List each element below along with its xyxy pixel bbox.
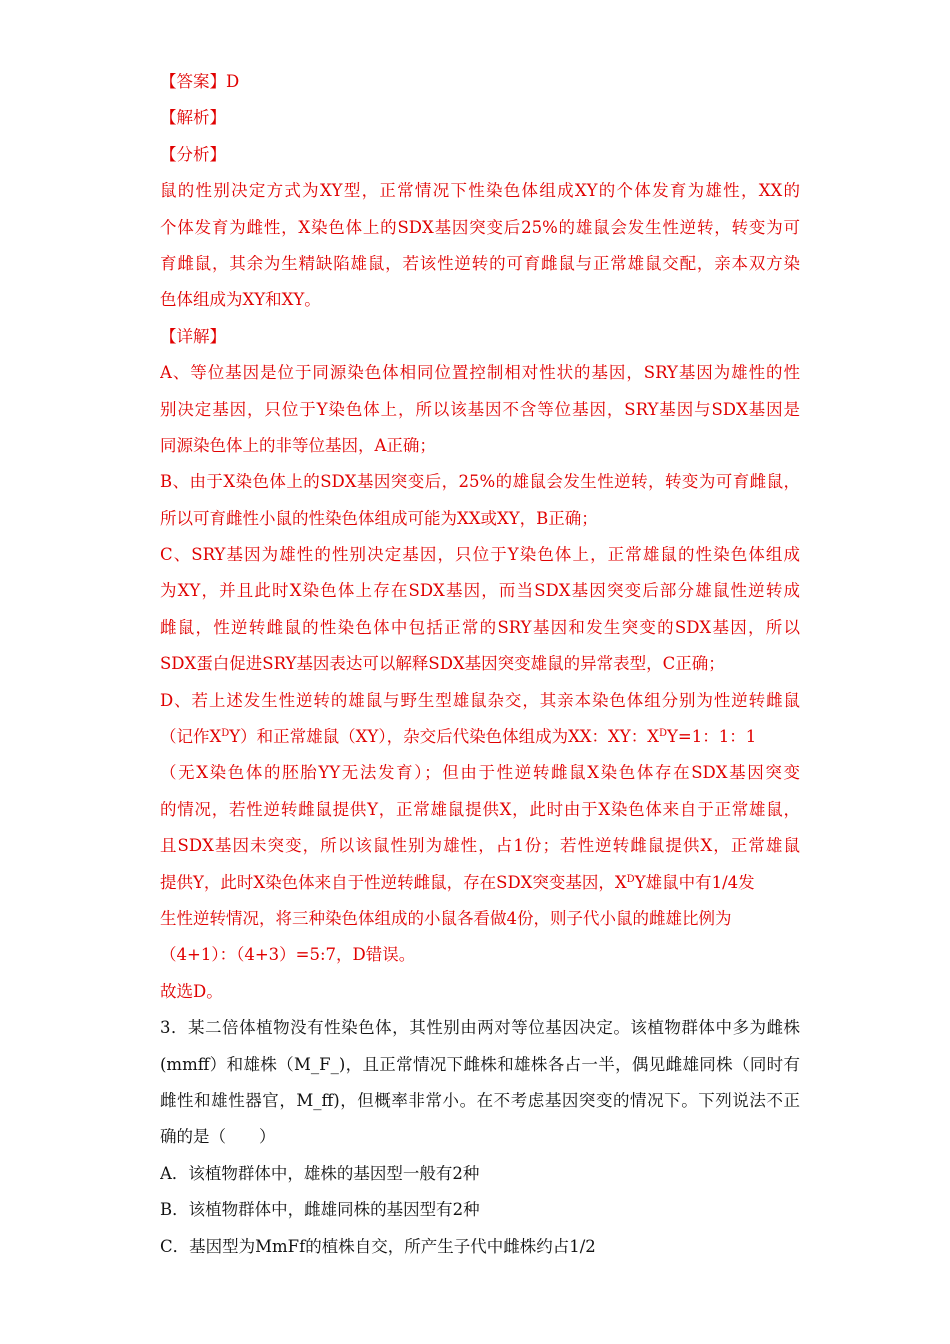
option-d-line — [160, 719, 800, 755]
question-3-stem: 雌性和雄性器官，M_ff)，但概率非常小。在不考虑基因突变的情况下。下列说法不正 — [160, 1090, 800, 1110]
option-a-line: 同源染色体上的非等位基因，A正确； — [160, 435, 436, 455]
option-d-line: 且SDX基因未突变，所以该鼠性别为雄性，占1份；若性逆转雌鼠提供X，正常雄鼠 — [160, 836, 800, 856]
superscript: D — [221, 728, 230, 740]
option-d-line: （无X染色体的胚胎YY无法发育）；但由于性逆转雌鼠X染色体存在SDX基因突变 — [160, 763, 800, 783]
option-d-line: D、若上述发生性逆转的雄鼠与野生型雄鼠杂交，其亲本染色体组分别为性逆转雌鼠 — [160, 690, 800, 710]
question-3-option-a: A．该植物群体中，雄株的基因型一般有2种 — [160, 1163, 480, 1183]
superscript: D — [626, 873, 635, 885]
answer-line — [160, 64, 800, 100]
option-d-line: （4+1）：（4+3）=5:7，D错误。 — [160, 945, 416, 965]
document-page — [160, 64, 800, 1265]
option-b-line: B、由于X染色体上的SDX基因突变后，25%的雄鼠会发生性逆转，转变为可育雌鼠， — [160, 472, 800, 492]
text-run: 提供Y，此时X染色体来自于性逆转雌鼠，存在SDX突变基因，X — [160, 872, 627, 892]
option-d-line: 生性逆转情况，将三种染色体组成的小鼠各看做4份，则子代小鼠的雌雄比例为 — [160, 908, 732, 928]
answer-value: D — [226, 72, 240, 91]
text-run: （记作X — [160, 727, 222, 747]
fenxi-line: 个体发育为雌性，X染色体上的SDX基因突变后25%的雄鼠会发生性逆转，转变为可 — [160, 217, 800, 237]
fenxi-line: 鼠的性别决定方式为XY型，正常情况下性染色体组成XY的个体发育为雄性，XX的 — [160, 181, 800, 201]
option-a-line: A、等位基因是位于同源染色体相同位置控制相对性状的基因，SRY基因为雄性的性 — [160, 363, 800, 383]
question-3-stem: 确的是（ ） — [160, 1127, 276, 1147]
option-c-line: 为XY，并且此时X染色体上存在SDX基因，而当SDX基因突变后部分雄鼠性逆转成 — [160, 581, 800, 601]
option-c-line: SDX蛋白促进SRY基因表达可以解释SDX基因突变雄鼠的异常表型，C正确； — [160, 654, 725, 674]
question-3-stem: (mmff）和雄株（M_F_)，且正常情况下雌株和雄株各占一半，偶见雌雄同株（同时有 — [160, 1054, 800, 1074]
answer-label: 【答案】 — [160, 72, 226, 91]
text-run: Y雄鼠中有1/4发 — [634, 872, 755, 892]
text-run: Y）和正常雄鼠（XY），杂交后代染色体组成为XX：XY：X — [229, 727, 659, 747]
option-c-line: 雌鼠，性逆转雌鼠的性染色体中包括正常的SRY基因和发生突变的SDX基因，所以 — [160, 617, 800, 637]
text-run: Y=1：1：1 — [666, 727, 757, 747]
xiangjie-label: 【详解】 — [160, 326, 226, 346]
option-b-line: 所以可育雌性小鼠的性染色体组成可能为XX或XY，B正确； — [160, 508, 598, 528]
jiexi-label: 【解析】 — [160, 108, 226, 128]
question-3-option-c: C．基因型为MmFf的植株自交，所产生子代中雌株约占1/2 — [160, 1236, 596, 1256]
option-a-line: 别决定基因，只位于Y染色体上，所以该基因不含等位基因，SRY基因与SDX基因是 — [160, 399, 800, 419]
fenxi-line: 育雌鼠，其余为生精缺陷雄鼠，若该性逆转的可育雌鼠与正常雄鼠交配，亲本双方染 — [160, 253, 800, 273]
conclusion: 故选D。 — [160, 981, 223, 1001]
fenxi-label: 【分析】 — [160, 144, 226, 164]
question-3-stem: 3．某二倍体植物没有性染色体，其性别由两对等位基因决定。该植物群体中多为雌株 — [160, 1018, 800, 1038]
question-3-option-b: B．该植物群体中，雌雄同株的基因型有2种 — [160, 1200, 480, 1220]
option-d-line: 的情况，若性逆转雌鼠提供Y，正常雄鼠提供X，此时由于X染色体来自于正常雄鼠， — [160, 799, 800, 819]
option-c-line: C、SRY基因为雄性的性别决定基因，只位于Y染色体上，正常雄鼠的性染色体组成 — [160, 545, 800, 565]
superscript: D — [658, 728, 667, 740]
option-d-line — [160, 865, 800, 901]
fenxi-line: 色体组成为XY和XY。 — [160, 290, 321, 310]
